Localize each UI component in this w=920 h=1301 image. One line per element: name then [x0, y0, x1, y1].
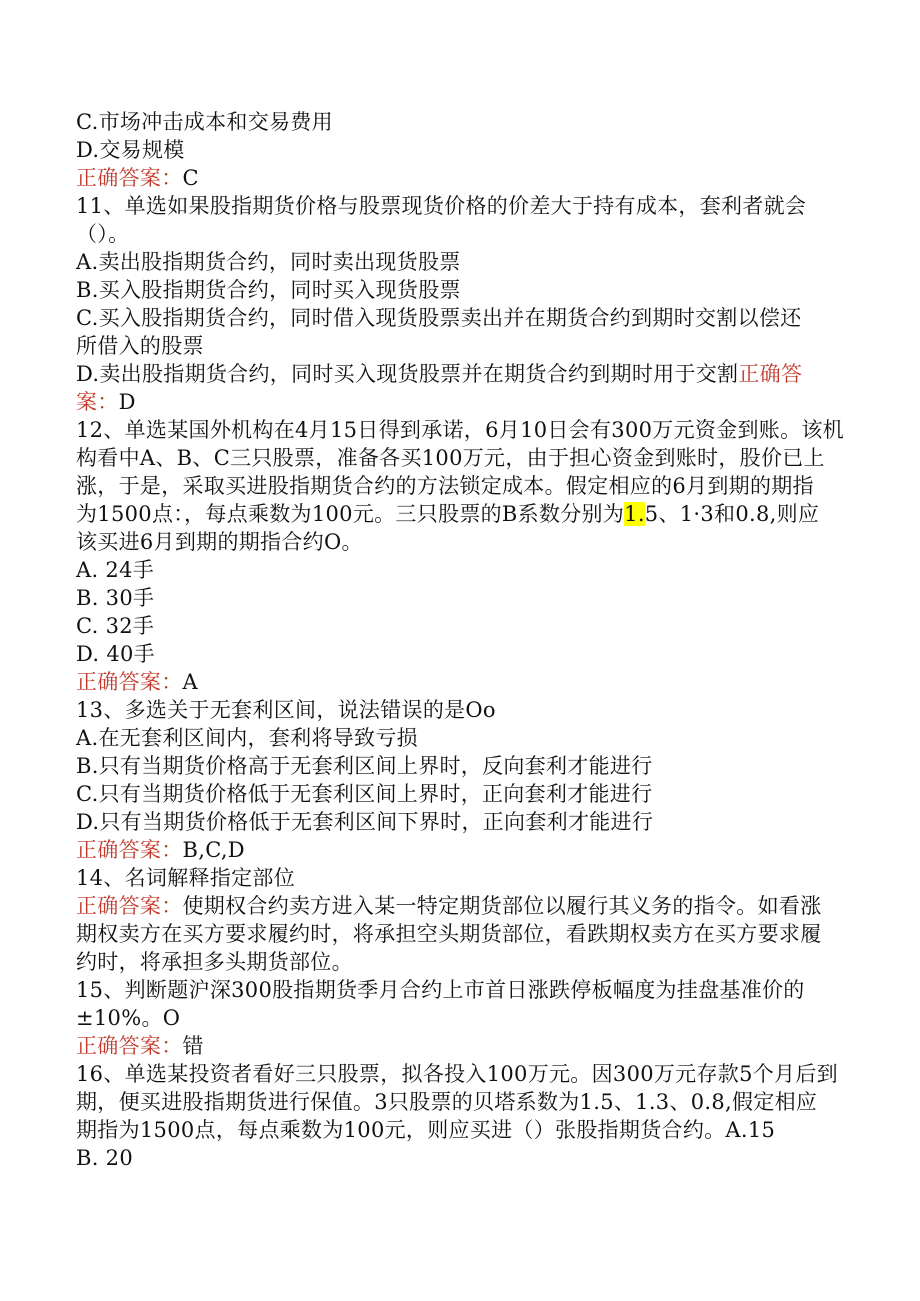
- q13-answer: [76, 836, 836, 864]
- q11-stem-line-1: 11、单选如果股指期货价格与股票现货价格的价差大于持有成本，套利者就会: [76, 194, 807, 218]
- answer-value: B,C,D: [182, 838, 245, 862]
- q14-stem: 14、名词解释指定部位: [76, 866, 296, 890]
- q11-option-b: B.买入股指期货合约，同时买入现货股票: [76, 278, 461, 302]
- q11-option-a: A.卖出股指期货合约，同时卖出现货股票: [76, 250, 461, 274]
- q13-option-c: C.只有当期货价格低于无套利区间上界时，正向套利才能进行: [76, 782, 653, 806]
- q16-stem-line-2: 期，便买进股指期货进行保值。3只股票的贝塔系数为1.5、1.3、0.8,假定相应: [76, 1090, 818, 1114]
- q10-option-d: D.交易规模: [76, 138, 185, 162]
- q12-stem-line-5: 该买进6月到期的期指合约O。: [76, 530, 363, 554]
- q11-option-c-line-2: 所借入的股票: [76, 334, 204, 358]
- q12-answer: [76, 668, 836, 696]
- q10-option-c: C.市场冲击成本和交易费用: [76, 110, 333, 134]
- answer-label: 正确答案：: [76, 894, 183, 918]
- option-text: D.卖出股指期货合约，同时买入现货股票并在期货合约到期时用于交割: [76, 362, 739, 386]
- q12-option-c: C. 32手: [76, 614, 155, 638]
- q10-answer: [76, 164, 836, 192]
- q11-option-c-line-1: C.买入股指期货合约，同时借入现货股票卖出并在期货合约到期时交割以偿还: [76, 306, 802, 330]
- q13-stem: 13、多选关于无套利区间，说法错误的是Oo: [76, 698, 496, 722]
- q11-stem-line-2: （）。: [76, 222, 130, 246]
- q14-answer-line-1: [76, 892, 836, 920]
- q15-stem-line-2: ±10%。O: [76, 1006, 181, 1030]
- q15-stem-line-1: 15、判断题沪深300股指期货季月合约上市首日涨跌停板幅度为挂盘基准价的: [76, 978, 805, 1002]
- answer-text: 使期权合约卖方进入某一特定期货部位以履行其义务的指令。如看涨: [182, 894, 822, 918]
- q12-stem-line-3: 涨，于是，采取买进股指期货合约的方法锁定成本。假定相应的6月到期的期指: [76, 474, 814, 498]
- answer-label: 正确答案：: [76, 670, 183, 694]
- q13-option-b: B.只有当期货价格高于无套利区间上界时，反向套利才能进行: [76, 754, 653, 778]
- q12-stem-line-4: [76, 500, 836, 528]
- q12-option-b: B. 30手: [76, 586, 155, 610]
- answer-value: A: [182, 670, 198, 694]
- q14-answer-line-3: 约时，将承担多头期货部位。: [76, 950, 353, 974]
- q15-answer: [76, 1032, 836, 1060]
- answer-value: D: [118, 390, 136, 414]
- answer-label: 正确答案：: [76, 838, 183, 862]
- answer-label: 案：: [76, 390, 119, 414]
- q11-option-d: [76, 360, 836, 388]
- q13-option-d: D.只有当期货价格低于无套利区间下界时，正向套利才能进行: [76, 810, 654, 834]
- document-body: [76, 108, 844, 1172]
- answer-label: 正确答: [738, 362, 803, 386]
- q12-stem-line-2: 构看中A、B、C三只股票，准备各买100万元，由于担心资金到账时，股价已上: [76, 446, 825, 470]
- stem-text: 为1500点：，每点乘数为100元。三只股票的B系数分别为: [76, 502, 625, 526]
- q16-stem-line-1: 16、单选某投资者看好三只股票，拟各投入100万元。因300万元存款5个月后到: [76, 1062, 838, 1086]
- answer-value: C: [182, 166, 199, 190]
- q12-stem-line-1: 12、单选某国外机构在4月15日得到承诺，6月10日会有300万元资金到账。该机: [76, 418, 844, 442]
- answer-label: 正确答案：: [76, 166, 183, 190]
- highlighted-text: 1.: [624, 502, 645, 526]
- q12-option-d: D. 40手: [76, 642, 155, 666]
- q11-answer: [76, 388, 836, 416]
- q14-answer-line-2: 期权卖方在买方要求履约时，将承担空头期货部位，看跌期权卖方在买方要求履: [76, 922, 822, 946]
- answer-label: 正确答案：: [76, 1034, 183, 1058]
- q12-option-a: A. 24手: [76, 558, 155, 582]
- q13-option-a: A.在无套利区间内，套利将导致亏损: [76, 726, 418, 750]
- stem-text: 5、1·3和0.8,则应: [644, 502, 820, 526]
- answer-value: 错: [182, 1034, 204, 1058]
- q16-stem-line-3: 期指为1500点，每点乘数为100元，则应买进（）张股指期货合约。A.15: [76, 1118, 776, 1142]
- q16-option-b: B. 20: [76, 1146, 134, 1170]
